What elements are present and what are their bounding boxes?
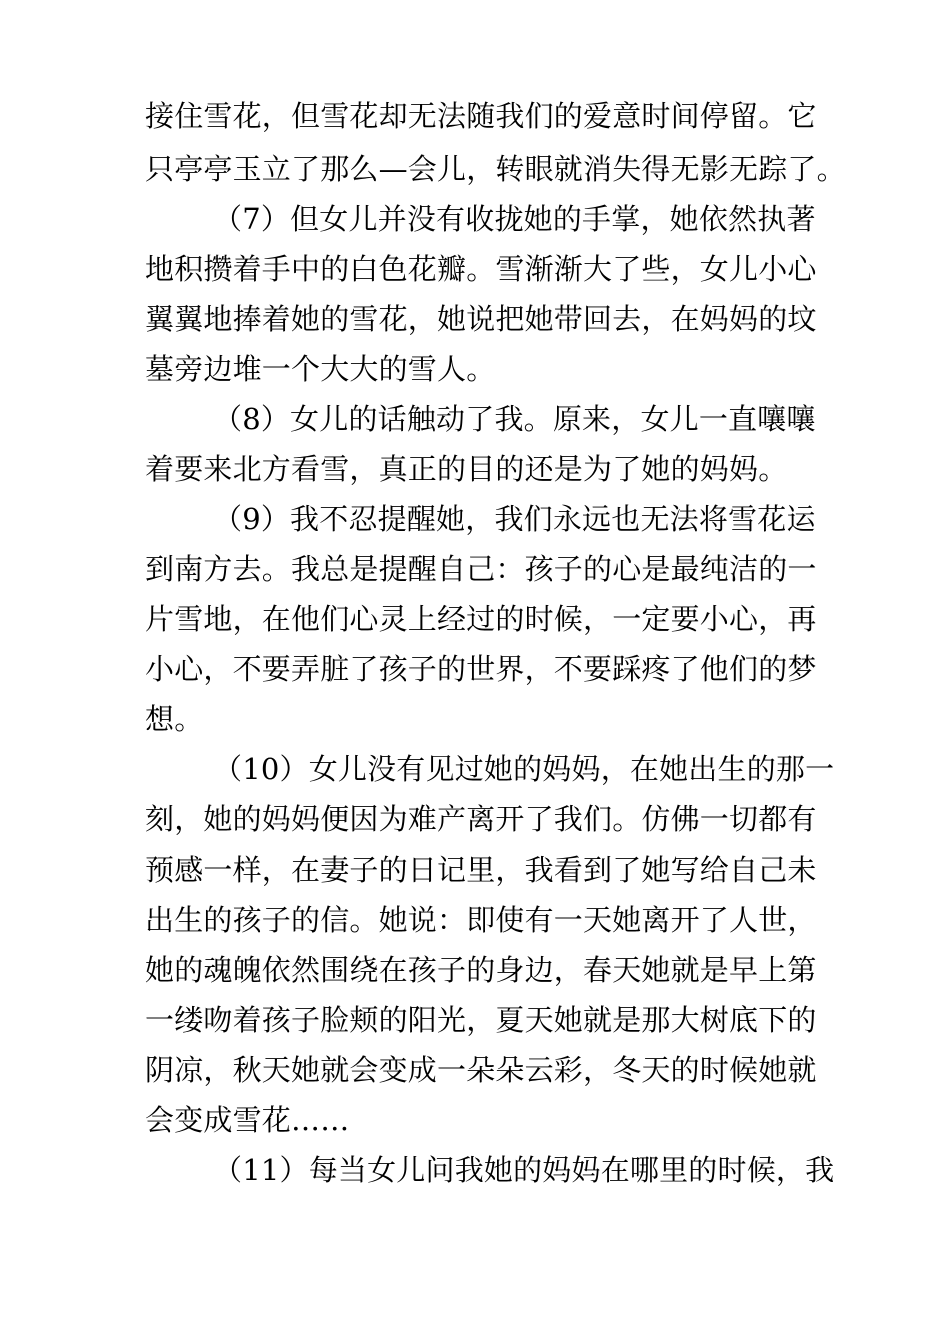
- text-line: 想。: [145, 702, 204, 736]
- text-line: 阴凉，秋天她就会变成一朵朵云彩，冬天的时候她就: [145, 1053, 817, 1087]
- paragraph-11-start: （11）每当女儿问我她的妈妈在哪里的时候，我: [213, 1153, 835, 1187]
- paragraph-8-start: （8）女儿的话触动了我。原来，女儿一直嚷嚷: [213, 402, 816, 436]
- text-line: 一缕吻着孩子脸颊的阳光，夏天她就是那大树底下的: [145, 1003, 817, 1037]
- text-line: 墓旁边堆一个大大的雪人。: [145, 352, 496, 386]
- text-line: 她的魂魄依然围绕在孩子的身边，春天她就是早上第: [145, 953, 817, 987]
- text-line: 刻，她的妈妈便因为难产离开了我们。仿佛一切都有: [145, 802, 817, 836]
- text-line: 小心，不要弄脏了孩子的世界，不要踩疼了他们的梦: [145, 652, 817, 686]
- text-line: 到南方去。我总是提醒自己：孩子的心是最纯洁的一: [145, 552, 817, 586]
- paragraph-10-start: （10）女儿没有见过她的妈妈，在她出生的那一: [213, 752, 835, 786]
- text-line: 着要来北方看雪，真正的目的还是为了她的妈妈。: [145, 452, 788, 486]
- text-line: 出生的孩子的信。她说：即使有一天她离开了人世，: [145, 903, 817, 937]
- text-line: 翼翼地捧着她的雪花，她说把她带回去，在妈妈的坟: [145, 302, 817, 336]
- text-line: 接住雪花，但雪花却无法随我们的爱意时间停留。它: [145, 99, 817, 133]
- text-line: 片雪地，在他们心灵上经过的时候，一定要小心，再: [145, 602, 817, 636]
- paragraph-7-start: （7）但女儿并没有收拢她的手掌，她依然执著: [213, 202, 816, 236]
- text-line: 地积攒着手中的白色花瓣。雪渐渐大了些，女儿小心: [145, 252, 817, 286]
- text-line: 预感一样，在妻子的日记里，我看到了她写给自己未: [145, 853, 817, 887]
- text-line: 只亭亭玉立了那么—会儿，转眼就消失得无影无踪了。: [145, 152, 846, 186]
- text-line: 会变成雪花……: [145, 1103, 350, 1137]
- paragraph-9-start: （9）我不忍提醒她，我们永远也无法将雪花运: [213, 502, 816, 536]
